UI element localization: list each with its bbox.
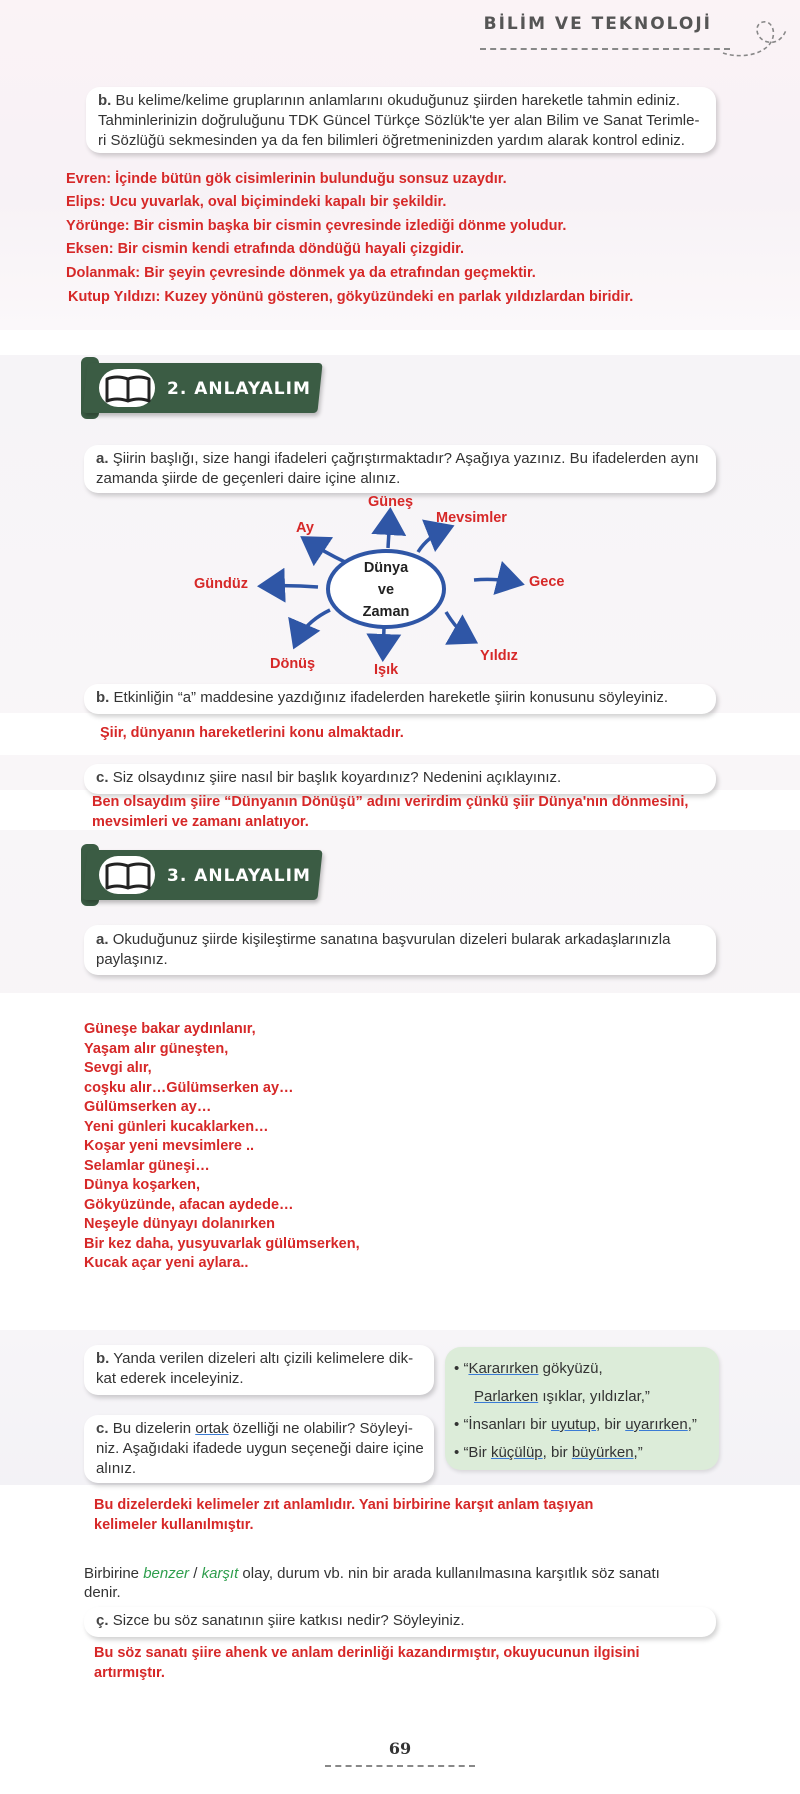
- question-text: zamanda şiirde de geçenleri daire içine alınız.: [96, 470, 401, 487]
- open-book-icon: [103, 860, 153, 892]
- question-text: kat ederek inceleyiniz.: [96, 1370, 244, 1387]
- question-letter: b.: [96, 689, 110, 706]
- diagram-center-text: Dünya ve Zaman: [362, 560, 410, 620]
- arrow-isik: [383, 628, 384, 655]
- arrow-donus: [296, 610, 330, 643]
- diagram-label-isik: Işık: [374, 662, 399, 678]
- underlined-word: Parlarken: [474, 1388, 539, 1405]
- question-letter: a.: [96, 931, 109, 948]
- question-2b: [84, 684, 716, 714]
- question-3a: [84, 925, 716, 975]
- question-text: Yanda verilen dizeleri altı çizili kelimelere dik-: [113, 1350, 414, 1367]
- diagram-label-ay: Ay: [296, 520, 314, 536]
- diagram-label-mevsimler: Mevsimler: [436, 510, 507, 526]
- question-letter: c.: [96, 769, 109, 786]
- poem-line: Selamlar güneşi…: [84, 1157, 210, 1174]
- underlined-word: uyutup: [550, 1416, 597, 1433]
- poem-line: Kucak açar yeni aylara..: [84, 1255, 249, 1271]
- question-text: paylaşınız.: [96, 951, 168, 968]
- verse-line-3: • “Bir küçülüp, bir büyürken,”: [454, 1444, 643, 1461]
- answer-3c-line1: Bu dizelerdeki kelimeler zıt anlamlıdır. Yani birbirine karşıt anlam taşıyan: [94, 1497, 594, 1513]
- arrow-yildiz: [446, 612, 472, 640]
- question-text: ri Sözlüğü sekmesinden ya da fen bilimleri öğretmeninizden yardım alarak kontrol ediniz.: [98, 132, 685, 149]
- poem-line: Gülümserken ay…: [84, 1099, 212, 1115]
- definition-evren: Evren: İçinde bütün gök cisimlerinin bulunduğu sonsuz uzaydır.: [66, 171, 507, 187]
- poem-line: Dünya koşarken,: [84, 1177, 201, 1193]
- underlined-word: büyürken: [571, 1444, 634, 1461]
- poem-line: Sevgi alır,: [84, 1060, 152, 1076]
- question-letter: a.: [96, 450, 109, 467]
- verse-line-2: • “İnsanları bir uyutup, bir uyarırken,”: [454, 1416, 697, 1433]
- answer-3c-line2: kelimeler kullanılmıştır.: [94, 1517, 254, 1533]
- diagram-label-gunduz: Gündüz: [194, 576, 248, 592]
- poem-line: coşku alır…Gülümserken ay…: [84, 1079, 294, 1096]
- question-letter: c.: [96, 1420, 109, 1437]
- question-3cc: [84, 1607, 716, 1637]
- question-2c: [84, 764, 716, 794]
- question-text: Sizce bu söz sanatının şiire katkısı nedir? Söyleyiniz.: [112, 1612, 465, 1629]
- arrow-mevsimler: [418, 528, 448, 552]
- poem-line: Bir kez daha, yusyuvarlak gülümserken,: [84, 1235, 360, 1252]
- answer-2c-line2: mevsimleri ve zamanı anlatıyor.: [92, 814, 309, 830]
- section-title: 3. ANLAYALIM: [167, 866, 311, 886]
- diagram-label-donus: Dönüş: [270, 656, 316, 672]
- arrow-gunduz: [264, 586, 318, 587]
- definition-kutup-yildizi: Kutup Yıldızı: Kuzey yönünü gösteren, gökyüzündeki en parlak yıldızlardan biridir.: [68, 289, 634, 305]
- definition-yorunge: Yörünge: Bir cismin başka bir cismin çevresinde izlediği dönme yoludur.: [66, 218, 567, 234]
- question-text: alınız.: [96, 1460, 137, 1477]
- diagram-label-gunes: Güneş: [368, 494, 414, 510]
- question-3c: c. Bu dizelerin ortak özelliği ne olabilir? Söyleyi- niz. Aşağıdaki ifadede uygun seçeneği daire içine alınız.: [84, 1415, 434, 1483]
- section-title: 2. ANLAYALIM: [167, 379, 311, 399]
- question-text: Etkinliğin “a” maddesine yazdığınız ifadelerden hareketle şiirin konusunu söyleyiniz.: [113, 689, 668, 706]
- verse-line-1b: Parlarken ışıklar, yıldızlar,”: [474, 1388, 650, 1405]
- answer-2c-line1: Ben olsaydım şiire “Dünyanın Dönüşü” adını verirdim çünkü şiir Dünya'nın dönmesini,: [92, 794, 689, 810]
- poem-line: Yaşam alır güneşten,: [84, 1040, 229, 1057]
- question-text: niz. Aşağıdaki ifadede uygun seçeneği daire içine: [96, 1440, 424, 1457]
- unit-title: BİLİM VE TEKNOLOJİ: [483, 14, 712, 34]
- definition-eksen: Eksen: Bir cismin kendi etrafında döndüğü hayali çizgidir.: [66, 241, 465, 257]
- statement: Birbirine benzer / karşıt olay, durum vb. nin bir arada kullanılmasına karşıtlık söz sanatı denir.: [84, 1565, 660, 1601]
- diagram-label-yildiz: Yıldız: [480, 648, 518, 664]
- poem-line: Gökyüzünde, afacan aydede…: [84, 1196, 294, 1213]
- question-text: Şiirin başlığı, size hangi ifadeleri çağrıştırmaktadır? Aşağıya yazınız. Bu ifadelerden aynı: [112, 450, 699, 467]
- underlined-word: küçülüp: [490, 1444, 543, 1461]
- poem-line: Güneşe bakar aydınlanır,: [84, 1021, 256, 1037]
- diagram-label-gece: Gece: [529, 574, 565, 590]
- arrow-gunes: [388, 514, 390, 548]
- poem-line: Neşeyle dünyayı dolanırken: [84, 1216, 275, 1232]
- answer-3cc-line2: artırmıştır.: [94, 1665, 165, 1681]
- option-benzer[interactable]: benzer: [143, 1565, 190, 1582]
- underlined-word: Kararırken: [468, 1360, 539, 1377]
- underlined-word: ortak: [195, 1420, 229, 1437]
- verse-line-1: • “Kararırken gökyüzü,: [454, 1360, 603, 1377]
- page-number-divider: [325, 1765, 475, 1767]
- poem-line: Koşar yeni mevsimlere ..: [84, 1138, 255, 1154]
- poem-line: Yeni günleri kucaklarken…: [84, 1118, 269, 1135]
- question-letter: b.: [98, 92, 112, 109]
- question-letter: ç.: [96, 1612, 109, 1629]
- answer-3cc-line1: Bu söz sanatı şiire ahenk ve anlam derinliği kazandırmıştır, okuyucunun ilgisini: [94, 1645, 640, 1661]
- question-letter: b.: [96, 1350, 110, 1367]
- arrow-gece: [474, 579, 518, 583]
- question-text: Siz olsaydınız şiire nasıl bir başlık koyardınız? Nedenini açıklayınız.: [112, 769, 562, 786]
- question-text: Okuduğunuz şiirde kişileştirme sanatına başvurulan dizeleri bularak arkadaşlarınızla: [112, 931, 671, 948]
- poem-answer: [84, 1020, 360, 1274]
- answer-2b: Şiir, dünyanın hareketlerini konu almaktadır.: [100, 725, 404, 741]
- question-text: Tahminlerinizin doğruluğunu TDK Güncel Türkçe Sözlük'te yer alan Bilim ve Sanat Terimle-: [98, 112, 700, 129]
- definition-elips: Elips: Ucu yuvarlak, oval biçimindeki kapalı bir şekildir.: [66, 194, 447, 210]
- page-number: 69: [388, 1739, 412, 1758]
- option-karsit[interactable]: karşıt: [201, 1565, 239, 1582]
- definition-dolanmak: Dolanmak: Bir şeyin çevresinde dönmek ya da etrafından geçmektir.: [66, 265, 536, 281]
- section-banner-3: [85, 844, 320, 900]
- question-3b: [84, 1345, 434, 1395]
- underlined-word: uyarırken: [625, 1416, 688, 1433]
- question-text: Bu kelime/kelime gruplarının anlamlarını okuduğunuz şiirden hareketle tahmin ediniz.: [115, 92, 680, 109]
